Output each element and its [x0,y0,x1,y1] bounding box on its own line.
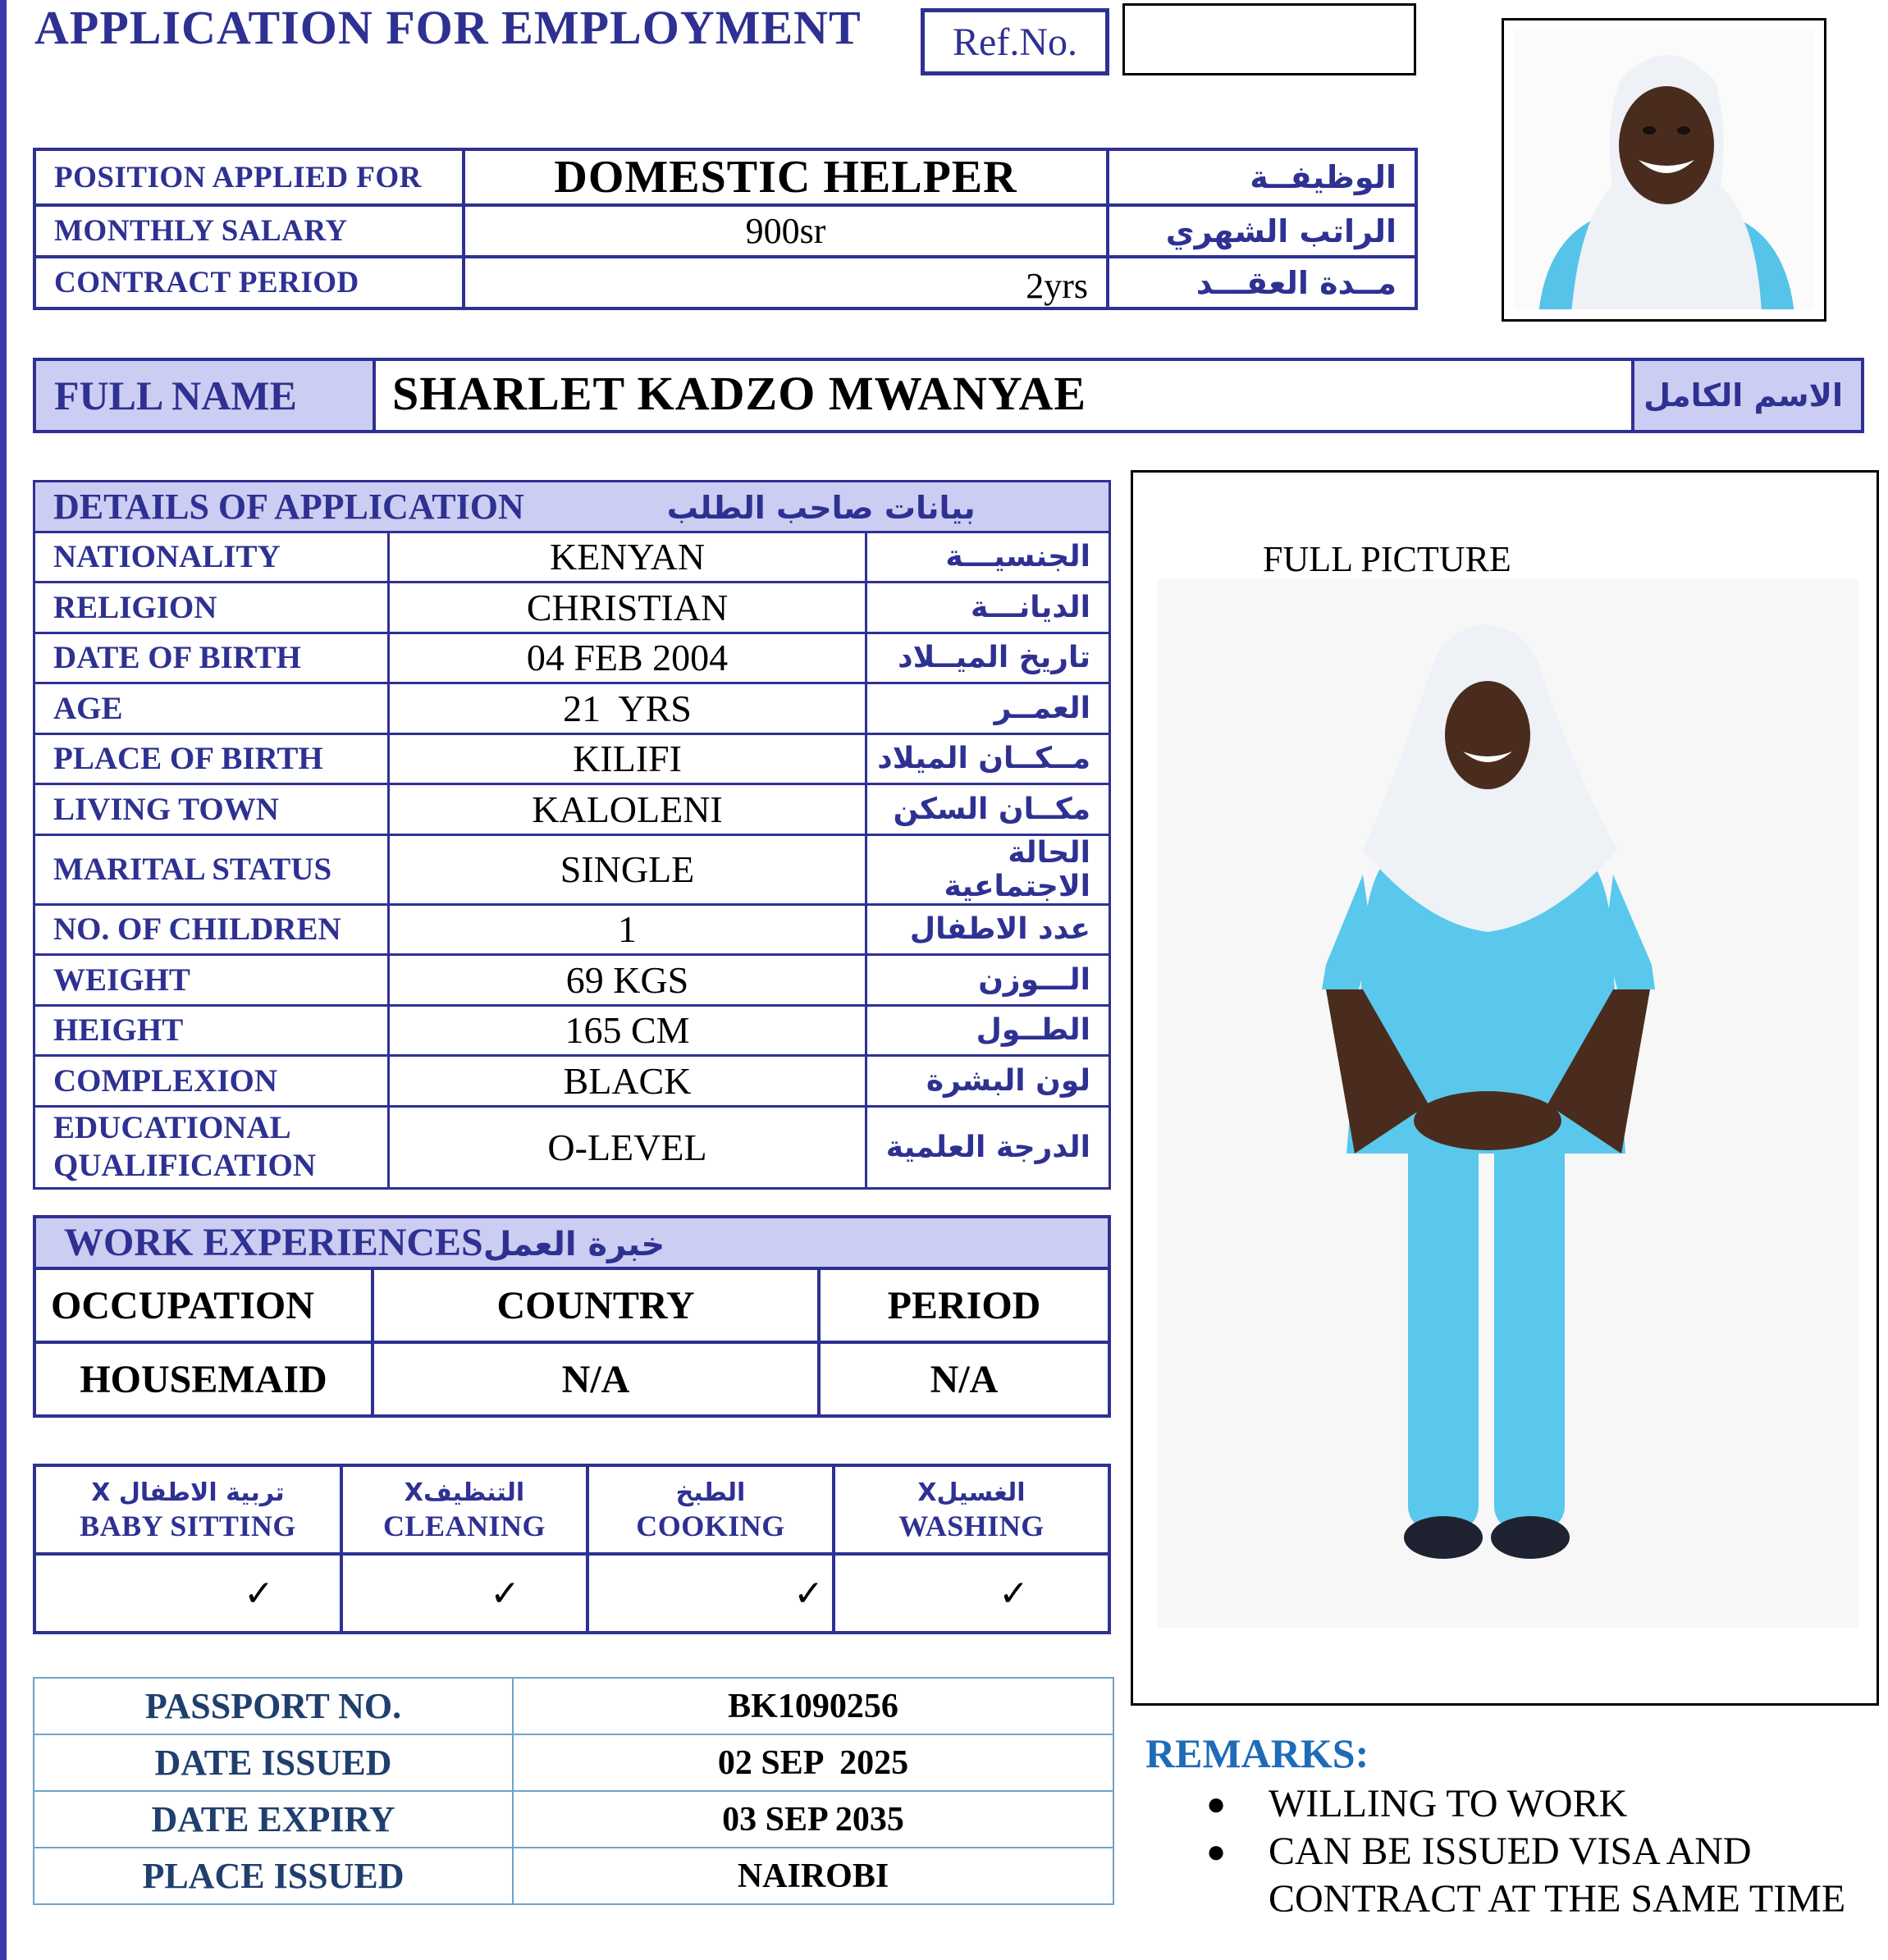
table-row [34,1005,1110,1056]
detail-value: SINGLE [389,834,866,904]
table-row [34,149,1416,205]
column-header: PERIOD [819,1268,1109,1342]
work-title: WORK EXPERIENCES [64,1221,483,1264]
checkmark-icon: ✓ [834,1554,1109,1633]
detail-value: KALOLENI [389,784,866,835]
work-cell: N/A [819,1342,1109,1416]
ref-no-field[interactable] [1122,3,1416,75]
details-header-row [34,482,1110,532]
table-row [34,834,1110,904]
detail-label-ar: الجنسيـــة [866,532,1110,583]
work-cell: N/A [373,1342,819,1416]
left-accent-bar [0,0,7,1960]
detail-value: O-LEVEL [389,1106,866,1188]
details-title: DETAILS OF APPLICATION [53,486,524,527]
detail-label-ar: الدرجة العلمية [866,1106,1110,1188]
work-header-row [34,1217,1109,1268]
detail-value: 21 YRS [389,683,866,734]
table-row [34,1056,1110,1107]
checkmark-icon: ✓ [34,1554,341,1633]
table-row [34,1848,1113,1904]
detail-value: 1 [389,904,866,955]
detail-label: NO. OF CHILDREN [34,904,389,955]
checkmark-icon: ✓ [587,1554,834,1633]
detail-label: AGE [34,683,389,734]
page-title: APPLICATION FOR EMPLOYMENT [34,1,862,54]
remark-text: WILLING TO WORK [1269,1782,1628,1825]
skill-header [34,1465,341,1554]
table-row [34,257,1416,308]
passport-table [33,1677,1114,1905]
detail-label: PLACE OF BIRTH [34,733,389,784]
table-row [34,1106,1110,1188]
column-header: COUNTRY [373,1268,819,1342]
bullet-icon: ● [1206,1833,1227,1870]
portrait-photo [1514,30,1814,309]
detail-label: WEIGHT [34,955,389,1006]
detail-label: MARITAL STATUS [34,834,389,904]
full-name-table [33,358,1864,433]
passport-value: 03 SEP 2035 [513,1791,1113,1848]
position-label: POSITION APPLIED FOR [34,149,464,205]
column-header: OCCUPATION [34,1268,373,1342]
remark-text: CAN BE ISSUED VISA AND [1269,1830,1752,1873]
table-row [34,683,1110,734]
detail-value: CHRISTIAN [389,583,866,633]
salary-value: 900sr [464,205,1108,257]
bullet-icon: ● [1206,1785,1227,1822]
skill-label: BABY SITTING [80,1510,296,1542]
passport-label: DATE EXPIRY [34,1791,513,1848]
skills-header-row [34,1465,1109,1554]
detail-label-ar: مكــان السكن [866,784,1110,835]
remark-text: CONTRACT AT THE SAME TIME [1269,1877,1846,1921]
detail-value: KILIFI [389,733,866,784]
passport-value: NAIROBI [513,1848,1113,1904]
work-cell: HOUSEMAID [34,1342,373,1416]
full-picture-frame [1131,470,1879,1706]
skill-label-ar: Xالغسيل [917,1478,1026,1507]
position-table [33,148,1418,310]
full-name-label: FULL NAME [34,359,374,432]
detail-label-ar: لون البشرة [866,1056,1110,1107]
passport-value: 02 SEP 2025 [513,1734,1113,1791]
table-row [34,1678,1113,1734]
passport-value: BK1090256 [513,1678,1113,1734]
skill-label: CLEANING [382,1510,546,1542]
list-item-continuation [1206,1875,1845,1923]
table-row [34,955,1110,1006]
checkmark-icon: ✓ [341,1554,587,1633]
table-row [34,205,1416,257]
detail-label-ar: الديانـــة [866,583,1110,633]
skill-label: COOKING [636,1510,785,1542]
table-row [34,733,1110,784]
detail-label-ar: الـــوزن [866,955,1110,1006]
salary-label: MONTHLY SALARY [34,205,464,257]
skill-label-ar: X تربية الاطفال [91,1478,285,1507]
detail-value: 165 CM [389,1005,866,1056]
skill-label: WASHING [898,1510,1045,1542]
table-row [34,784,1110,835]
work-experience-table [33,1215,1111,1418]
detail-value: KENYAN [389,532,866,583]
skill-header [341,1465,587,1554]
table-row [34,1342,1109,1416]
detail-label: HEIGHT [34,1005,389,1056]
table-row [34,532,1110,583]
full-body-photo [1158,579,1858,1628]
detail-label: LIVING TOWN [34,784,389,835]
position-value: DOMESTIC HELPER [464,149,1108,205]
detail-label [34,1106,389,1188]
full-name-label-ar: الاسم الكامل [1633,359,1863,432]
skill-label-ar: الطبخ [675,1478,746,1507]
detail-label: RELIGION [34,583,389,633]
detail-value: 04 FEB 2004 [389,633,866,683]
details-table [33,480,1111,1190]
remarks-list [1206,1780,1845,1923]
contract-label: CONTRACT PERIOD [34,257,464,308]
detail-label-ar: مــكــان الميلاد [866,733,1110,784]
skills-check-row [34,1554,1109,1633]
salary-label-ar: الراتب الشهري [1108,205,1416,257]
passport-label: DATE ISSUED [34,1734,513,1791]
full-picture-label: FULL PICTURE [1263,539,1511,579]
table-row [34,633,1110,683]
education-label-line1: EDUCATIONAL [53,1110,291,1145]
education-label-line2: QUALIFICATION [53,1148,316,1183]
passport-label: PASSPORT NO. [34,1678,513,1734]
passport-photo-frame [1502,18,1826,322]
list-item [1206,1780,1845,1828]
list-item [1206,1828,1845,1875]
work-title-ar: خبرة العمل [482,1226,665,1263]
skill-label-ar: Xالتنظيف [404,1478,525,1507]
skill-header [834,1465,1109,1554]
table-row [34,583,1110,633]
passport-label: PLACE ISSUED [34,1848,513,1904]
detail-label: DATE OF BIRTH [34,633,389,683]
table-row [34,1734,1113,1791]
detail-label-ar: العمــر [866,683,1110,734]
detail-label-ar: الطــول [866,1005,1110,1056]
detail-label-ar: الحالة الاجتماعية [866,834,1110,904]
ref-no-label: Ref.No. [921,8,1109,75]
detail-label-ar: تاريخ الميــلاد [866,633,1110,683]
skills-table [33,1464,1111,1634]
table-row [34,1791,1113,1848]
detail-label: COMPLEXION [34,1056,389,1107]
position-label-ar: الوظيفــة [1108,149,1416,205]
detail-value: BLACK [389,1056,866,1107]
contract-label-ar: مــدة العقـــد [1108,257,1416,308]
detail-value: 69 KGS [389,955,866,1006]
detail-label-ar: عدد الاطفال [866,904,1110,955]
remarks-title: REMARKS: [1145,1730,1369,1776]
table-row [34,359,1863,432]
table-row [34,904,1110,955]
details-title-ar: بيانات صاحب الطلب [666,489,976,526]
table-row [34,1268,1109,1342]
detail-label: NATIONALITY [34,532,389,583]
full-name-value: SHARLET KADZO MWANYAE [374,359,1633,432]
skill-header [587,1465,834,1554]
contract-value: 2yrs [464,257,1108,308]
